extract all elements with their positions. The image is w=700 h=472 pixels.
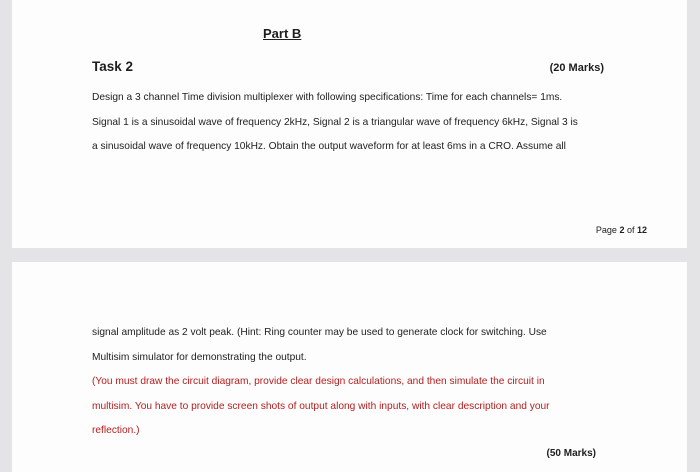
note-line: multisim. You have to provide screen shots of output along with inputs, with clear description and your: [92, 400, 550, 412]
footer-current-page: 2: [619, 225, 625, 235]
task-title: Task 2: [92, 59, 134, 74]
task-description: [92, 86, 618, 160]
document-page-2: [12, 262, 687, 472]
footer-middle: of: [624, 225, 637, 235]
task-marks: (20 Marks): [549, 62, 604, 74]
page-footer: [596, 225, 647, 235]
task-description-continued: [92, 321, 618, 370]
paragraph-line: a sinusoidal wave of frequency 10kHz. Obtain the output waveform for at least 6ms in a CRO. Assume all: [92, 141, 566, 152]
paragraph-line: Signal 1 is a sinusoidal wave of frequency 2kHz, Signal 2 is a triangular wave of frequency 6kHz, Signal 3 is: [92, 116, 578, 128]
footer-total-pages: 12: [636, 225, 647, 235]
paragraph-line: Multisim simulator for demonstrating the output.: [92, 351, 307, 363]
instruction-note: [92, 370, 618, 444]
document-page-1: [12, 0, 687, 248]
footer-prefix: Page: [595, 225, 620, 235]
note-line: reflection.): [92, 425, 140, 436]
total-marks: (50 Marks): [546, 448, 596, 459]
paragraph-line: Design a 3 channel Time division multiplexer with following specifications: Time for each channels= 1ms.: [92, 92, 563, 103]
paragraph-line: signal amplitude as 2 volt peak. (Hint: Ring counter may be used to generate clock for switching. Use: [92, 327, 547, 338]
note-line: (You must draw the circuit diagram, provide clear design calculations, and then simulate the circuit in: [92, 376, 545, 387]
part-title: Part B: [263, 26, 302, 41]
